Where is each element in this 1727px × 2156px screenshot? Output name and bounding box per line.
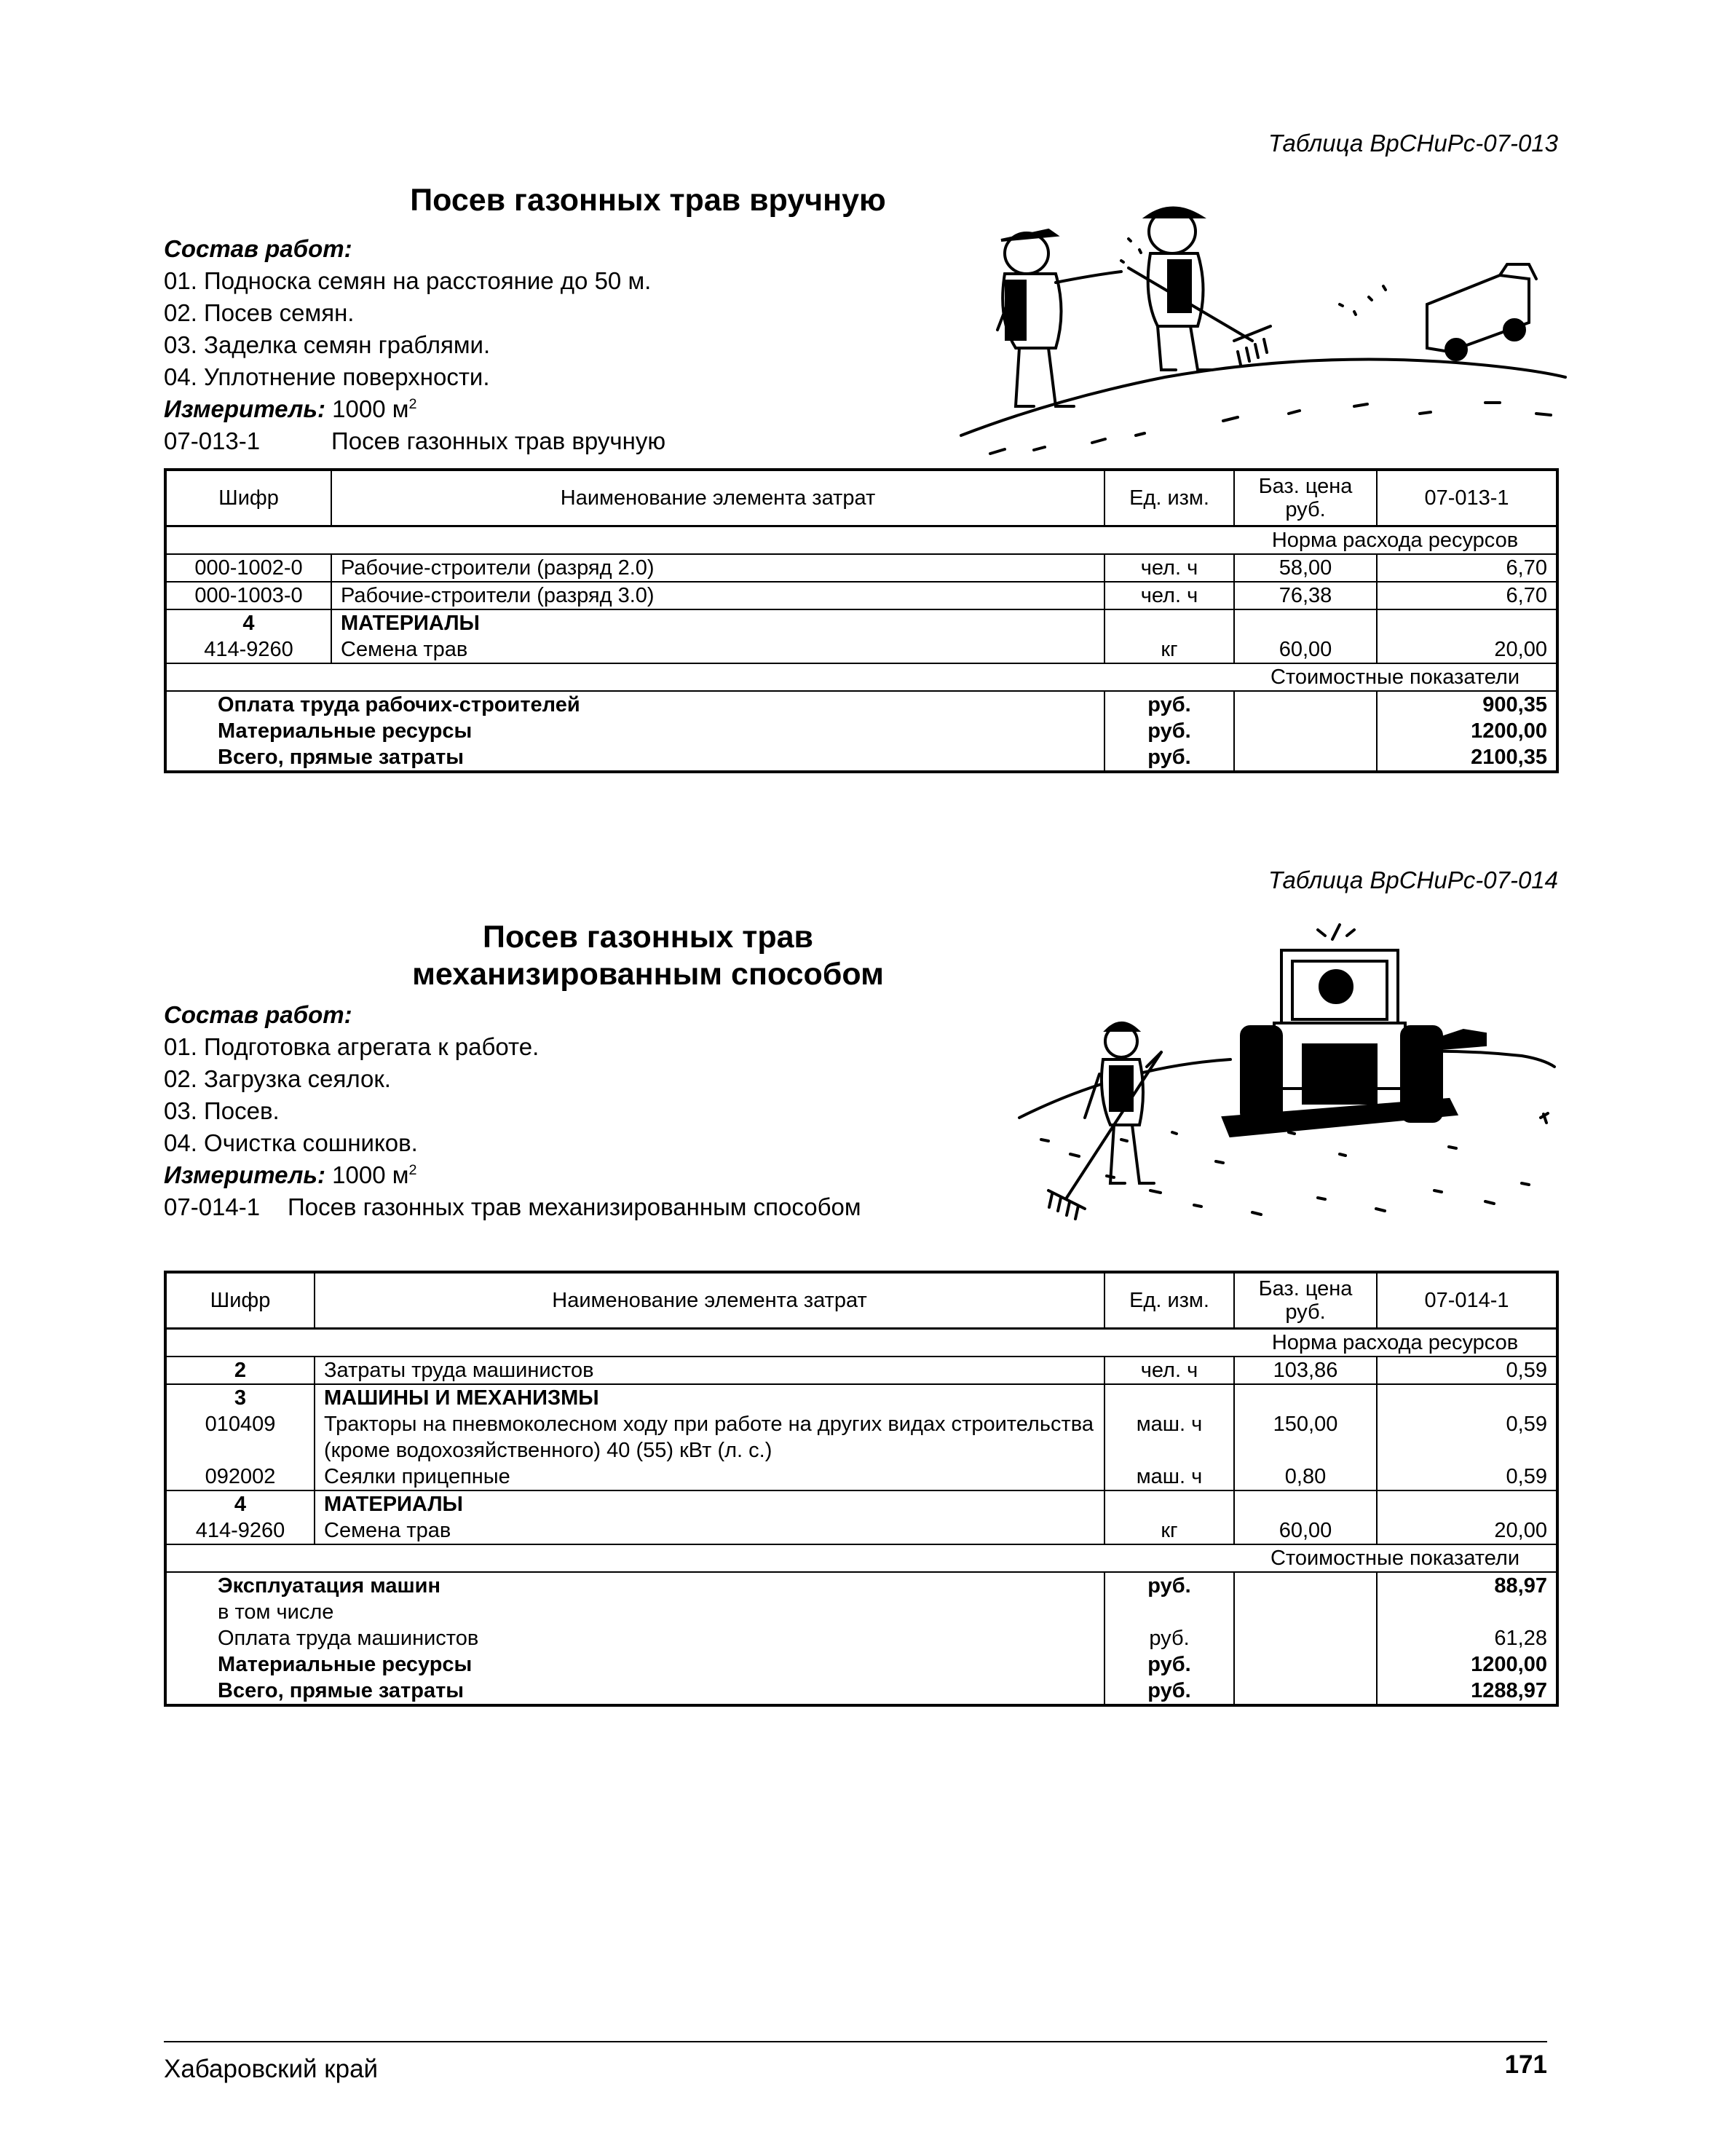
row-value: 0,59 <box>1377 1357 1557 1384</box>
table-row <box>165 636 1557 663</box>
measure-label: Измеритель: <box>164 1161 325 1188</box>
works-block <box>164 233 665 457</box>
title-line: механизированным способом <box>412 956 884 992</box>
work-item: 03. Посев. <box>164 1097 280 1124</box>
norm-table <box>164 1271 1559 1707</box>
norm-table <box>164 468 1559 773</box>
cost-name: Материальные ресурсы <box>165 1651 1104 1678</box>
tractor-seeding-illustration <box>1012 921 1558 1241</box>
cost-row <box>165 718 1557 744</box>
cost-name: Оплата труда машинистов <box>165 1625 1104 1651</box>
footer-region: Хабаровский край <box>164 2055 379 2083</box>
section-row <box>165 1544 1557 1572</box>
table-row <box>165 1464 1557 1490</box>
table-id: Таблица ВрСНиРс-07-013 <box>1268 130 1558 157</box>
cost-row <box>165 691 1557 718</box>
norm-label: Норма расхода ресурсов <box>1234 1329 1557 1357</box>
cost-row <box>165 1599 1557 1625</box>
cost-row <box>165 1678 1557 1705</box>
cost-unit: руб. <box>1104 1678 1234 1705</box>
row-value: 20,00 <box>1377 636 1557 663</box>
works-label: Состав работ: <box>164 1001 352 1028</box>
cost-label: Стоимостные показатели <box>1234 663 1557 691</box>
row-value: 0,59 <box>1377 1411 1557 1464</box>
row-name: Рабочие-строители (разряд 2.0) <box>331 554 1104 582</box>
table-row <box>165 1490 1557 1517</box>
header-price: Баз. цена руб. <box>1234 470 1377 526</box>
item-line <box>164 425 665 457</box>
header-name: Наименование элемента затрат <box>315 1272 1104 1329</box>
row-name: Затраты труда машинистов <box>315 1357 1104 1384</box>
item-name: Посев газонных трав вручную <box>331 427 666 454</box>
section-row <box>165 663 1557 691</box>
measure-label: Измеритель: <box>164 395 325 422</box>
cost-row <box>165 744 1557 772</box>
row-unit: маш. ч <box>1104 1464 1234 1490</box>
row-unit: маш. ч <box>1104 1411 1234 1464</box>
row-price: 58,00 <box>1234 554 1377 582</box>
sowing-workers-illustration <box>947 195 1573 465</box>
cost-value: 1288,97 <box>1377 1678 1557 1705</box>
table-row <box>165 1384 1557 1411</box>
measure-line <box>164 393 665 425</box>
row-price: 76,38 <box>1234 582 1377 609</box>
row-code: 000-1002-0 <box>165 554 331 582</box>
cost-unit: руб. <box>1104 1625 1234 1651</box>
cost-value: 61,28 <box>1377 1625 1557 1651</box>
row-name: МАТЕРИАЛЫ <box>331 609 1104 636</box>
cost-value: 900,35 <box>1377 691 1557 718</box>
work-item: 03. Заделка семян граблями. <box>164 331 491 358</box>
cost-row <box>165 1572 1557 1599</box>
table-row <box>165 1357 1557 1384</box>
row-code: 2 <box>165 1357 315 1384</box>
row-name: МАТЕРИАЛЫ <box>315 1490 1104 1517</box>
cost-value: 1200,00 <box>1377 1651 1557 1678</box>
section-row <box>165 526 1557 555</box>
row-price: 103,86 <box>1234 1357 1377 1384</box>
row-name: Сеялки прицепные <box>315 1464 1104 1490</box>
measure-value: 1000 м <box>332 395 409 422</box>
row-unit: кг <box>1104 1517 1234 1544</box>
row-price: 60,00 <box>1234 1517 1377 1544</box>
cost-value: 2100,35 <box>1377 744 1557 772</box>
header-column-code: 07-014-1 <box>1377 1272 1557 1329</box>
cost-unit: руб. <box>1104 1651 1234 1678</box>
item-code: 07-013-1 <box>164 427 261 454</box>
row-code: 010409 <box>165 1411 315 1464</box>
row-name: Рабочие-строители (разряд 3.0) <box>331 582 1104 609</box>
row-code: 4 <box>165 1490 315 1517</box>
cost-value: 88,97 <box>1377 1572 1557 1599</box>
table-row <box>165 1517 1557 1544</box>
row-value: 20,00 <box>1377 1517 1557 1544</box>
row-price: 0,80 <box>1234 1464 1377 1490</box>
item-line <box>164 1191 861 1223</box>
row-name: Семена трав <box>315 1517 1104 1544</box>
row-name: Тракторы на пневмоколесном ходу при работе на других видах строительства (кроме водохозяйственного) 40 (55) кВт (л. с.) <box>315 1411 1104 1464</box>
header-code: Шифр <box>165 470 331 526</box>
cost-name: Эксплуатация машин <box>165 1572 1104 1599</box>
works-block <box>164 999 861 1223</box>
header-unit: Ед. изм. <box>1104 1272 1234 1329</box>
cost-label: Стоимостные показатели <box>1234 1544 1557 1572</box>
section-title <box>284 919 1012 992</box>
cost-unit: руб. <box>1104 744 1234 772</box>
work-item: 02. Посев семян. <box>164 299 355 326</box>
table-id: Таблица ВрСНиРс-07-014 <box>1268 866 1558 893</box>
table-header-row <box>165 1272 1557 1329</box>
row-value: 6,70 <box>1377 554 1557 582</box>
measure-sup: 2 <box>408 396 417 412</box>
measure-line <box>164 1159 861 1191</box>
row-value: 0,59 <box>1377 1464 1557 1490</box>
row-unit: кг <box>1104 636 1234 663</box>
cost-row <box>165 1625 1557 1651</box>
row-code: 000-1003-0 <box>165 582 331 609</box>
cost-unit: руб. <box>1104 691 1234 718</box>
measure-sup: 2 <box>408 1162 417 1178</box>
table-row <box>165 609 1557 636</box>
header-price: Баз. цена руб. <box>1234 1272 1377 1329</box>
cost-unit: руб. <box>1104 718 1234 744</box>
work-item: 01. Подготовка агрегата к работе. <box>164 1033 540 1060</box>
item-code: 07-014-1 <box>164 1193 261 1220</box>
title-line: Посев газонных трав <box>483 920 813 955</box>
table-row <box>165 1411 1557 1464</box>
row-unit: чел. ч <box>1104 554 1234 582</box>
work-item: 04. Очистка сошников. <box>164 1129 418 1156</box>
row-name: МАШИНЫ И МЕХАНИЗМЫ <box>315 1384 1104 1411</box>
norm-label: Норма расхода ресурсов <box>1234 526 1557 555</box>
header-column-code: 07-013-1 <box>1377 470 1557 526</box>
table-header-row <box>165 470 1557 526</box>
cost-name: Всего, прямые затраты <box>165 744 1104 772</box>
page-number: 171 <box>1504 2050 1547 2079</box>
row-value: 6,70 <box>1377 582 1557 609</box>
row-name: Семена трав <box>331 636 1104 663</box>
section-title: Посев газонных трав вручную <box>410 183 886 218</box>
section-row <box>165 1329 1557 1357</box>
table-row <box>165 582 1557 609</box>
cost-row <box>165 1651 1557 1678</box>
cost-name: Всего, прямые затраты <box>165 1678 1104 1705</box>
header-code: Шифр <box>165 1272 315 1329</box>
header-name: Наименование элемента затрат <box>331 470 1104 526</box>
work-item: 01. Подноска семян на расстояние до 50 м. <box>164 267 652 294</box>
cost-name: Оплата труда рабочих-строителей <box>165 691 1104 718</box>
row-code: 4 <box>165 609 331 636</box>
work-item: 04. Уплотнение поверхности. <box>164 363 490 390</box>
cost-unit: руб. <box>1104 1572 1234 1599</box>
table-row <box>165 554 1557 582</box>
row-code: 3 <box>165 1384 315 1411</box>
work-item: 02. Загрузка сеялок. <box>164 1065 391 1092</box>
row-price: 60,00 <box>1234 636 1377 663</box>
row-code: 092002 <box>165 1464 315 1490</box>
works-label: Состав работ: <box>164 235 352 262</box>
measure-value: 1000 м <box>332 1161 409 1188</box>
footer-divider <box>164 2041 1547 2042</box>
header-unit: Ед. изм. <box>1104 470 1234 526</box>
cost-name: Материальные ресурсы <box>165 718 1104 744</box>
cost-name: в том числе <box>165 1599 1104 1625</box>
item-name: Посев газонных трав механизированным способом <box>288 1193 861 1220</box>
row-code: 414-9260 <box>165 1517 315 1544</box>
row-unit: чел. ч <box>1104 1357 1234 1384</box>
row-unit: чел. ч <box>1104 582 1234 609</box>
cost-value: 1200,00 <box>1377 718 1557 744</box>
row-code: 414-9260 <box>165 636 331 663</box>
row-price: 150,00 <box>1234 1411 1377 1464</box>
